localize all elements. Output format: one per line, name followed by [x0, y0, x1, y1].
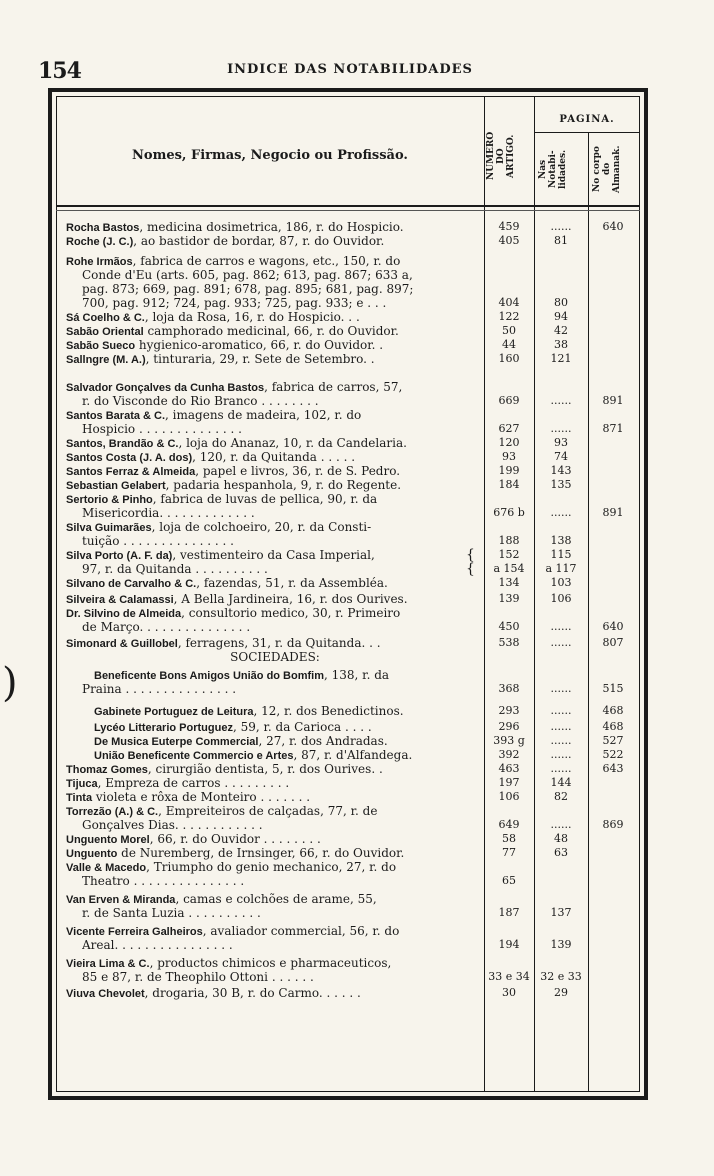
entry-name: Santos Costa (J. A. dos): [66, 452, 193, 464]
entry-text: [66, 436, 484, 451]
notabilidades-page: 144: [550, 776, 572, 789]
header-divider: [56, 210, 640, 211]
entry-name: Santos Ferraz & Almeida: [66, 466, 196, 478]
entry-name: Beneficente Bons Amigos União do Bomfim: [94, 670, 325, 682]
table-row: [0, 818, 714, 832]
entry-text: [66, 380, 484, 395]
entry-description: , 27, r. dos Andradas.: [258, 734, 388, 748]
entry-name: Silva Porto (A. F. da): [66, 550, 173, 562]
entry-name: Silveira & Calamassi: [66, 594, 174, 606]
header-divider: [56, 205, 640, 207]
entry-continuation: r. de Santa Luzia . . . . . . . . . .: [82, 906, 261, 920]
entry-text: [94, 668, 484, 683]
article-number: 93: [502, 450, 516, 463]
almanak-page: 891: [602, 506, 624, 519]
table-row: [0, 620, 714, 634]
notabilidades-page: 80: [554, 296, 568, 309]
notabilidades-page: 135: [550, 478, 572, 491]
almanak-page: 468: [602, 704, 624, 717]
entry-text: [66, 478, 484, 493]
entry-description: violeta e rôxa de Monteiro . . . . . . .: [92, 790, 311, 804]
entry-description: , papel e livros, 36, r. de S. Pedro.: [195, 464, 401, 478]
entry-description: , A Bella Jardineira, 16, r. dos Ourives.: [173, 592, 408, 606]
table-row: [0, 310, 714, 324]
entry-text: [66, 790, 484, 805]
table-row: [0, 606, 714, 620]
table-row: [0, 338, 714, 352]
article-number: 459: [498, 220, 520, 233]
notabilidades-line: lidades.: [558, 149, 568, 189]
entry-continuation: Misericordia. . . . . . . . . . . . .: [82, 506, 255, 520]
article-number: 50: [502, 324, 516, 337]
almanak-page: 869: [602, 818, 624, 831]
article-number: 669: [498, 394, 520, 407]
article-number: 404: [498, 296, 520, 309]
notabilidades-page: 38: [554, 338, 568, 351]
entry-text: [66, 860, 484, 875]
article-number: 393 g: [493, 734, 525, 747]
entry-description: , fazendas, 51, r. da Assembléa.: [196, 576, 388, 590]
entry-text: [66, 762, 484, 777]
entry-name: De Musica Euterpe Commercial: [94, 736, 259, 748]
table-row: [0, 492, 714, 506]
entry-description: , 120, r. da Quitanda . . . . .: [192, 450, 356, 464]
entry-name: Tijuca: [66, 778, 98, 790]
article-number: a 154: [493, 562, 525, 575]
entry-continuation: r. do Visconde do Rio Branco . . . . . . . .: [82, 394, 319, 408]
table-row: [0, 924, 714, 938]
table-row: [0, 874, 714, 888]
entry-continuation: 700, pag. 912; 724, pag. 933; 725, pag. 933; e . . .: [82, 296, 387, 310]
entry-name: Sabão Sueco: [66, 340, 136, 352]
table-row: [0, 422, 714, 436]
table-row: [0, 576, 714, 590]
entry-text: [66, 520, 484, 535]
entry-description: , Empreza de carros . . . . . . . . .: [97, 776, 290, 790]
entry-continuation: 97, r. da Quitanda . . . . . . . . . .: [82, 562, 268, 576]
entry-description: , padaria hespanhola, 9, r. do Regente.: [165, 478, 402, 492]
entry-text: [66, 956, 484, 971]
table-row: [0, 562, 714, 576]
table-row: [0, 636, 714, 650]
column-title-names: Nomes, Firmas, Negocio ou Profissão.: [132, 148, 408, 163]
table-row: [0, 762, 714, 776]
article-number: 296: [498, 720, 520, 733]
entry-text: [66, 986, 484, 1001]
notabilidades-page: ......: [550, 734, 572, 747]
entry-description: , loja da Rosa, 16, r. do Hospicio. . .: [144, 310, 360, 324]
notabilidades-page: ......: [550, 818, 572, 831]
entry-continuation: pag. 873; 669, pag. 891; 678, pag. 895; 681, pag. 897;: [82, 282, 414, 296]
entry-name: Sabão Oriental: [66, 326, 144, 338]
table-row: [0, 650, 714, 664]
notabilidades-page: ......: [550, 220, 572, 233]
margin-mark: ): [2, 660, 18, 706]
notabilidades-page: 103: [550, 576, 572, 589]
notabilidades-page: ......: [550, 620, 572, 633]
entry-name: Thomaz Gomes: [66, 764, 148, 776]
article-number: 106: [498, 790, 520, 803]
entry-name: Gabinete Portuguez de Leitura: [94, 706, 254, 718]
table-row: [0, 720, 714, 734]
article-number: 450: [498, 620, 520, 633]
notabilidades-page: ......: [550, 422, 572, 435]
entry-description: camphorado medicinal, 66, r. do Ouvidor.: [143, 324, 399, 338]
article-number: 627: [498, 422, 520, 435]
entry-name: Valle & Macedo: [66, 862, 147, 874]
column-title-almanak: [592, 136, 636, 202]
article-number: 44: [502, 338, 516, 351]
almanak-line: do: [602, 162, 612, 176]
running-title: INDICE DAS NOTABILIDADES: [227, 62, 473, 77]
notabilidades-page: 139: [550, 938, 572, 951]
article-number: 194: [498, 938, 520, 951]
table-row: [0, 860, 714, 874]
table-row: [0, 734, 714, 748]
entry-name: Sebastian Gelabert: [66, 480, 166, 492]
entry-name: Rocha Bastos: [66, 222, 140, 234]
almanak-page: 807: [602, 636, 624, 649]
pagina-divider: [534, 132, 640, 133]
entry-name: Silvano de Carvalho & C.: [66, 578, 197, 590]
entry-name: Vicente Ferreira Galheiros: [66, 926, 203, 938]
entry-name: Salvador Gonçalves da Cunha Bastos: [66, 382, 265, 394]
entry-description: , loja do Ananaz, 10, r. da Candelaria.: [178, 436, 407, 450]
entry-text: [94, 734, 484, 749]
entry-text: [66, 338, 484, 353]
notabilidades-page: 32 e 33: [540, 970, 582, 983]
entry-description: , tinturaria, 29, r. Sete de Setembro. .: [145, 352, 375, 366]
table-row: [0, 394, 714, 408]
entry-description: , Empreiteiros de calçadas, 77, r. de: [158, 804, 378, 818]
article-number: 58: [502, 832, 516, 845]
entry-text: [66, 548, 484, 563]
entry-name: Torrezão (A.) & C.: [66, 806, 159, 818]
entry-description: , fabrica de carros, 57,: [264, 380, 403, 394]
entry-description: , 66, r. do Ouvidor . . . . . . . .: [149, 832, 321, 846]
entry-name: Santos Barata & C.: [66, 410, 166, 422]
notabilidades-page: ......: [550, 506, 572, 519]
entry-name: Simonard & Guillobel: [66, 638, 178, 650]
table-row: [0, 832, 714, 846]
entry-name: Lycéo Litterario Portuguez: [94, 722, 233, 734]
notabilidades-line: Notabi-: [548, 150, 558, 188]
notabilidades-page: ......: [550, 394, 572, 407]
entry-description: , avaliador commercial, 56, r. do: [202, 924, 400, 938]
entry-description: , 12, r. dos Benedictinos.: [253, 704, 404, 718]
entry-text: [94, 720, 484, 735]
table-row: [0, 682, 714, 696]
notabilidades-page: 63: [554, 846, 568, 859]
entry-description: , fabrica de carros e wagons, etc., 150, r. do: [132, 254, 401, 268]
table-row: [0, 324, 714, 338]
entry-description: , imagens de madeira, 102, r. do: [165, 408, 362, 422]
entry-continuation: Praina . . . . . . . . . . . . . . .: [82, 682, 237, 696]
entry-text: [66, 310, 484, 325]
table-row: [0, 520, 714, 534]
column-title-pagina: PAGINA.: [559, 114, 615, 125]
article-number: 139: [498, 592, 520, 605]
almanak-line: No corpo: [592, 146, 602, 192]
entry-name: Unguento Morel: [66, 834, 150, 846]
almanak-page: 891: [602, 394, 624, 407]
notabilidades-page: 143: [550, 464, 572, 477]
entry-continuation: de Março. . . . . . . . . . . . . . .: [82, 620, 251, 634]
notabilidades-page: 94: [554, 310, 568, 323]
entry-name: Sá Coelho & C.: [66, 312, 145, 324]
entry-text: [66, 234, 484, 249]
entry-text: [66, 352, 484, 367]
table-row: [0, 408, 714, 422]
entry-text: [66, 804, 484, 819]
table-row: [0, 534, 714, 548]
entry-text: [66, 846, 484, 861]
notabilidades-page: ......: [550, 636, 572, 649]
article-number: 188: [498, 534, 520, 547]
notabilidades-page: 48: [554, 832, 568, 845]
entry-description: , 59, r. da Carioca . . . .: [232, 720, 372, 734]
almanak-page: 643: [602, 762, 624, 775]
section-heading: SOCIEDADES:: [230, 650, 320, 664]
entry-description: , consultorio medico, 30, r. Primeiro: [181, 606, 401, 620]
table-row: [0, 704, 714, 718]
notabilidades-page: 115: [550, 548, 572, 561]
entry-text: [94, 748, 484, 763]
entry-text: [66, 776, 484, 791]
entry-name: Sertorio & Pinho: [66, 494, 153, 506]
numero-line: DO: [496, 148, 506, 164]
notabilidades-page: a 117: [545, 562, 577, 575]
article-number: 184: [498, 478, 520, 491]
entry-text: [66, 636, 484, 651]
numero-line: ARTIGO.: [506, 134, 516, 178]
almanak-page: 468: [602, 720, 624, 733]
table-row: [0, 254, 714, 268]
entry-continuation: Conde d'Eu (arts. 605, pag. 862; 613, pag. 867; 633 a,: [82, 268, 413, 282]
article-number: 538: [498, 636, 520, 649]
entry-description: , drogaria, 30 B, r. do Carmo. . . . . .: [144, 986, 361, 1000]
entry-name: Vieira Lima & C.: [66, 958, 150, 970]
entry-description: , Triumpho do genio mechanico, 27, r. do: [146, 860, 397, 874]
entry-continuation: tuição . . . . . . . . . . . . . . .: [82, 534, 234, 548]
entry-description: hygienico-aromatico, 66, r. do Ouvidor. .: [135, 338, 384, 352]
almanak-page: 871: [602, 422, 624, 435]
article-number: 368: [498, 682, 520, 695]
table-row: [0, 380, 714, 394]
table-row: [0, 268, 714, 282]
notabilidades-page: 138: [550, 534, 572, 547]
article-number: 134: [498, 576, 520, 589]
article-number: 676 b: [493, 506, 525, 519]
entry-text: [66, 606, 484, 621]
entry-text: [66, 464, 484, 479]
column-title-numero: [486, 112, 532, 200]
table-row: [0, 906, 714, 920]
entry-continuation: Areal. . . . . . . . . . . . . . . .: [82, 938, 233, 952]
entry-description: de Nuremberg, de Irnsinger, 66, r. do Ouvidor.: [117, 846, 405, 860]
entry-name: Santos, Brandão & C.: [66, 438, 179, 450]
article-number: 187: [498, 906, 520, 919]
table-row: [0, 668, 714, 682]
notabilidades-page: 29: [554, 986, 568, 999]
notabilidades-page: ......: [550, 682, 572, 695]
entry-name: Unguento: [66, 848, 118, 860]
table-row: [0, 938, 714, 952]
article-number: 649: [498, 818, 520, 831]
article-number: 293: [498, 704, 520, 717]
table-row: [0, 220, 714, 234]
entry-description: , cirurgião dentista, 5, r. dos Ourives. .: [147, 762, 383, 776]
almanak-page: 640: [602, 620, 624, 633]
table-row: [0, 478, 714, 492]
table-row: [0, 748, 714, 762]
entry-description: , medicina dosimetrica, 186, r. do Hospicio.: [139, 220, 404, 234]
table-row: [0, 846, 714, 860]
article-number: 65: [502, 874, 516, 887]
entry-description: , fabrica de luvas de pellica, 90, r. da: [152, 492, 378, 506]
column-title-notabilidades: [538, 136, 584, 202]
table-row: [0, 548, 714, 562]
notabilidades-page: 74: [554, 450, 568, 463]
table-row: [0, 464, 714, 478]
entry-description: , 138, r. da: [324, 668, 390, 682]
table-row: [0, 234, 714, 248]
entry-name: Sallngre (M. A.): [66, 354, 146, 366]
notabilidades-page: ......: [550, 762, 572, 775]
notabilidades-page: 121: [550, 352, 572, 365]
table-row: [0, 296, 714, 310]
entry-name: Dr. Silvino de Almeida: [66, 608, 182, 620]
entry-continuation: Hospicio . . . . . . . . . . . . . .: [82, 422, 242, 436]
table-row: [0, 282, 714, 296]
entry-name: União Beneficente Commercio e Artes: [94, 750, 294, 762]
table-row: [0, 776, 714, 790]
entry-text: [66, 450, 484, 465]
entry-description: , loja de colchoeiro, 20, r. da Consti-: [151, 520, 372, 534]
article-number: 33 e 34: [488, 970, 530, 983]
entry-text: [66, 408, 484, 423]
article-number: 122: [498, 310, 520, 323]
notabilidades-page: 42: [554, 324, 568, 337]
entry-name: Silva Guimarães: [66, 522, 152, 534]
table-row: [0, 506, 714, 520]
entry-text: [66, 220, 484, 235]
table-row: [0, 804, 714, 818]
almanak-page: 522: [602, 748, 624, 761]
table-row: [0, 592, 714, 606]
table-row: [0, 450, 714, 464]
page-number: 154: [38, 58, 81, 84]
table-row: [0, 352, 714, 366]
brace-mark: {: [466, 561, 475, 577]
entry-name: Roche (J. C.): [66, 236, 134, 248]
table-row: [0, 986, 714, 1000]
entry-description: , ao bastidor de bordar, 87, r. do Ouvidor.: [133, 234, 385, 248]
almanak-line: Almanak.: [612, 145, 622, 193]
almanak-page: 515: [602, 682, 624, 695]
notabilidades-page: 81: [554, 234, 568, 247]
article-number: 77: [502, 846, 516, 859]
table-row: [0, 970, 714, 984]
table-row: [0, 790, 714, 804]
table-row: [0, 956, 714, 970]
notabilidades-page: ......: [550, 704, 572, 717]
notabilidades-page: ......: [550, 720, 572, 733]
article-number: 197: [498, 776, 520, 789]
table-row: [0, 436, 714, 450]
entry-description: , vestimenteiro da Casa Imperial,: [172, 548, 375, 562]
almanak-page: 640: [602, 220, 624, 233]
entry-description: , ferragens, 31, r. da Quitanda. . .: [177, 636, 381, 650]
entry-text: [66, 832, 484, 847]
brace-mark: {: [466, 547, 475, 563]
entry-continuation: Theatro . . . . . . . . . . . . . . .: [82, 874, 245, 888]
notabilidades-page: 137: [550, 906, 572, 919]
notabilidades-page: 106: [550, 592, 572, 605]
entry-text: [66, 592, 484, 607]
notabilidades-page: 82: [554, 790, 568, 803]
article-number: 405: [498, 234, 520, 247]
entry-description: , camas e colchões de arame, 55,: [175, 892, 377, 906]
notabilidades-page: 93: [554, 436, 568, 449]
entry-text: [66, 254, 484, 269]
entry-text: [66, 924, 484, 939]
article-number: 160: [498, 352, 520, 365]
entry-name: Rohe Irmãos: [66, 256, 133, 268]
entry-text: [94, 704, 484, 719]
notabilidades-line: Nas: [538, 159, 548, 179]
article-number: 152: [498, 548, 520, 561]
article-number: 392: [498, 748, 520, 761]
entry-text: [66, 324, 484, 339]
entry-name: Viuva Chevolet: [66, 988, 145, 1000]
entry-text: [66, 492, 484, 507]
article-number: 463: [498, 762, 520, 775]
article-number: 199: [498, 464, 520, 477]
entry-description: , productos chimicos e pharmaceuticos,: [149, 956, 392, 970]
entry-text: [66, 892, 484, 907]
entry-description: , 87, r. d'Alfandega.: [293, 748, 413, 762]
entry-name: Tinta: [66, 792, 93, 804]
notabilidades-page: ......: [550, 748, 572, 761]
entry-text: [66, 576, 484, 591]
entry-continuation: Gonçalves Dias. . . . . . . . . . . .: [82, 818, 263, 832]
article-number: 120: [498, 436, 520, 449]
numero-line: NUMERO: [486, 131, 496, 181]
almanak-page: 527: [602, 734, 624, 747]
table-row: [0, 892, 714, 906]
entry-continuation: 85 e 87, r. de Theophilo Ottoni . . . . . .: [82, 970, 314, 984]
entry-name: Van Erven & Miranda: [66, 894, 176, 906]
article-number: 30: [502, 986, 516, 999]
